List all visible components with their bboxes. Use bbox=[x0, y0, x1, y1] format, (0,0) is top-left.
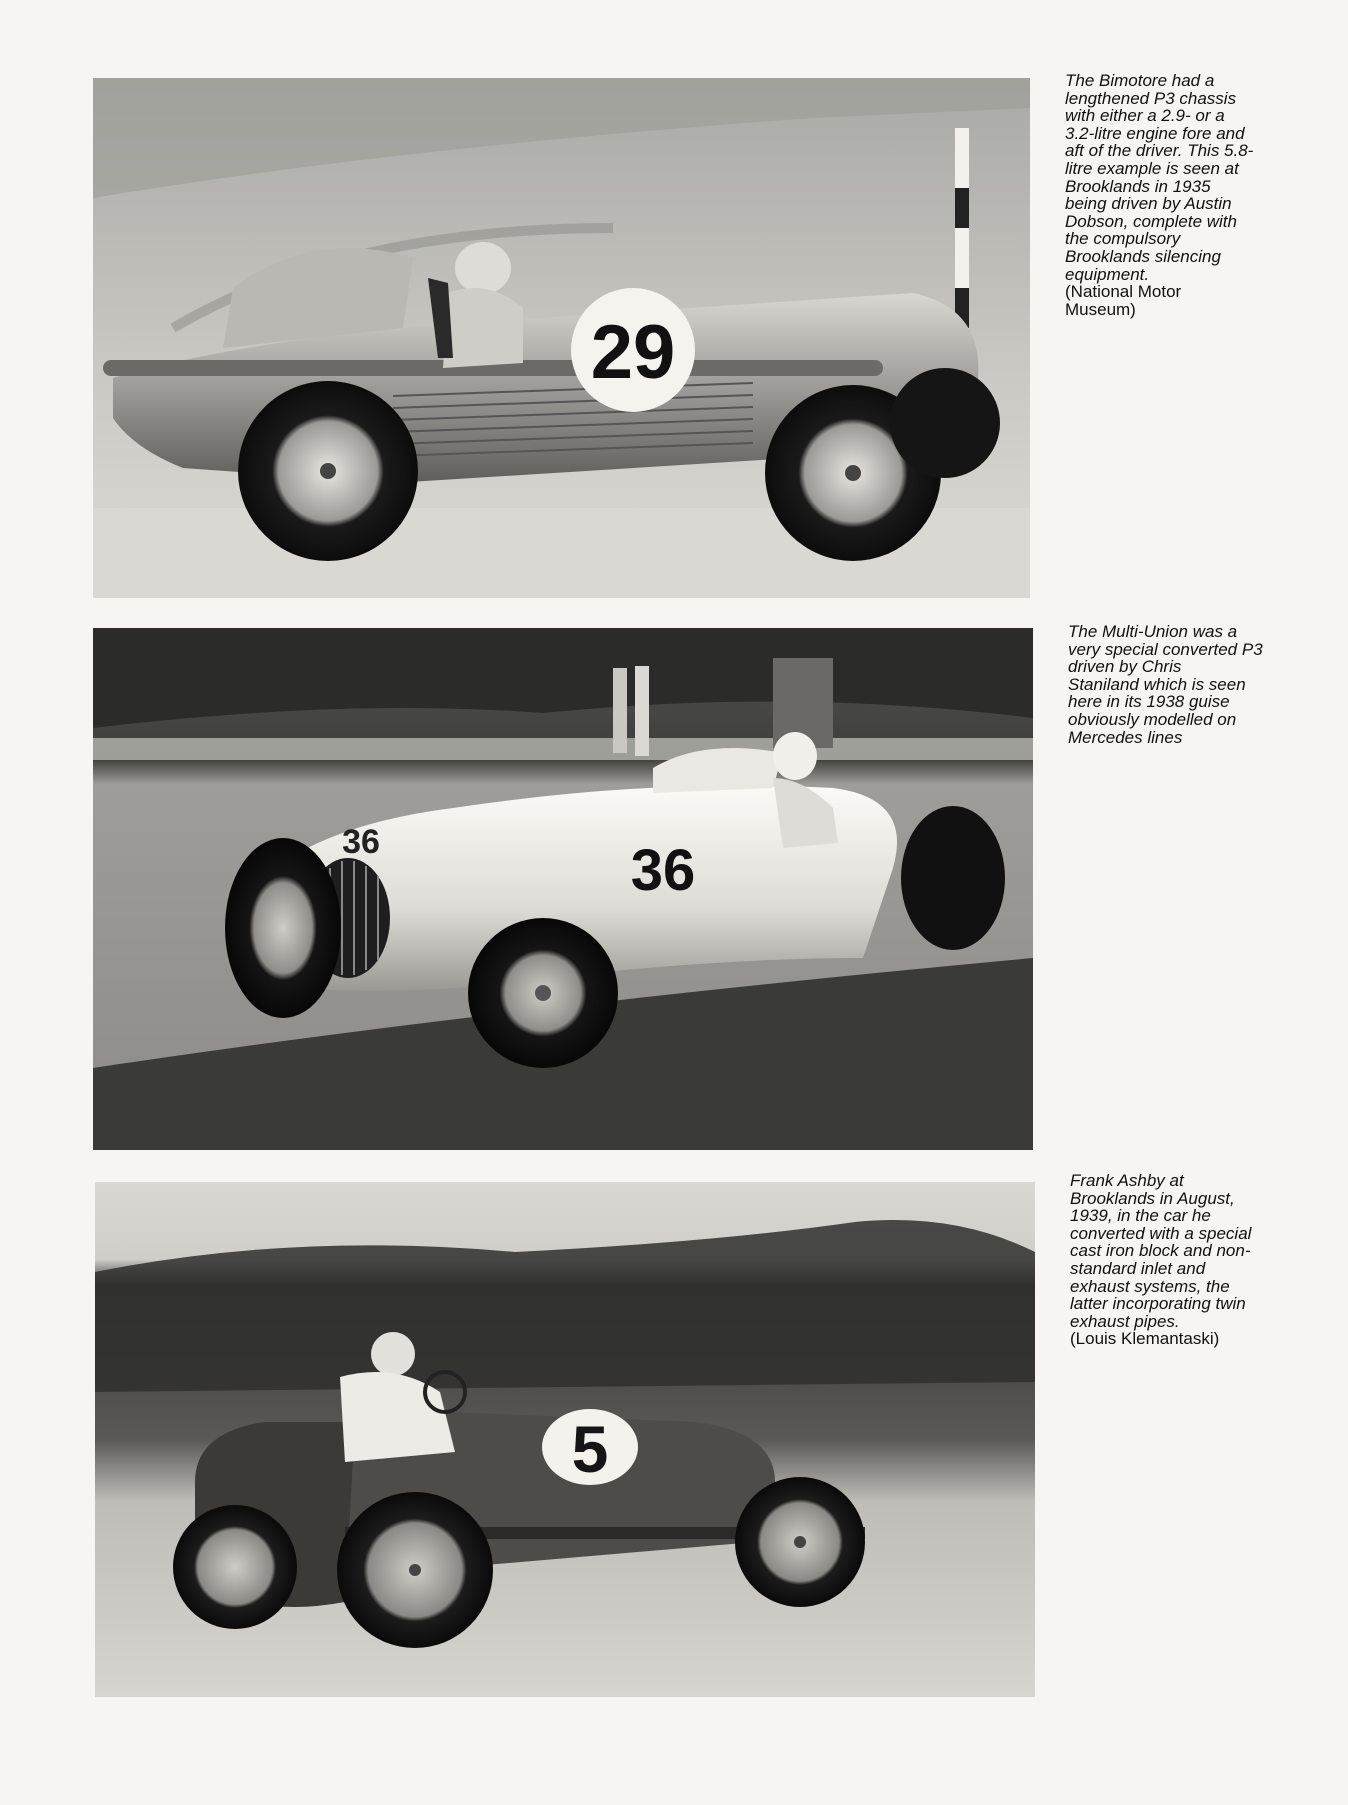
caption-line: Staniland which is seen bbox=[1068, 674, 1246, 694]
caption-line: being driven by Austin bbox=[1065, 194, 1232, 214]
caption-line: cast iron block and non- bbox=[1070, 1241, 1251, 1261]
caption-line: Frank Ashby at bbox=[1070, 1171, 1184, 1190]
caption-line: Brooklands silencing bbox=[1065, 246, 1221, 266]
photo-multi-union bbox=[93, 628, 1033, 1150]
caption-line: Mercedes lines bbox=[1068, 727, 1183, 747]
caption-line: The Bimotore had a bbox=[1065, 71, 1215, 90]
caption-line: equipment. bbox=[1065, 264, 1150, 284]
caption-line: standard inlet and bbox=[1070, 1258, 1206, 1278]
caption-line: obviously modelled on bbox=[1068, 709, 1237, 729]
race-number-36-nose: 36 bbox=[342, 823, 380, 861]
caption-line: the compulsory bbox=[1065, 229, 1181, 249]
caption-line: aft of the driver. This 5.8- bbox=[1065, 141, 1254, 161]
photo-bimotore bbox=[93, 78, 1030, 598]
race-number-29: 29 bbox=[590, 310, 676, 395]
caption-line: exhaust systems, the bbox=[1070, 1276, 1230, 1296]
photo-credit: Museum) bbox=[1065, 299, 1136, 319]
caption-line: The Multi-Union was a bbox=[1068, 622, 1238, 641]
caption-line: 3.2-litre engine fore and bbox=[1065, 123, 1245, 143]
caption-line: here in its 1938 guise bbox=[1068, 692, 1230, 712]
caption-line: driven by Chris bbox=[1068, 657, 1182, 677]
caption-line: Dobson, complete with bbox=[1065, 211, 1237, 231]
photo-credit: (National Motor bbox=[1065, 282, 1182, 302]
photo-ashby bbox=[95, 1182, 1035, 1697]
caption-line: very special converted P3 bbox=[1068, 639, 1263, 659]
caption-line: litre example is seen at bbox=[1065, 158, 1239, 178]
caption-multi-union bbox=[1068, 623, 1263, 746]
caption-line: with either a 2.9- or a bbox=[1065, 106, 1225, 126]
ashby-image bbox=[95, 1182, 1035, 1697]
race-number-36-side: 36 bbox=[630, 838, 696, 903]
bimotore-image bbox=[93, 78, 1030, 598]
caption-line: Brooklands in 1935 bbox=[1065, 176, 1211, 196]
caption-line: 1939, in the car he bbox=[1070, 1206, 1211, 1226]
multi-union-image bbox=[93, 628, 1033, 1150]
caption-line: Brooklands in August, bbox=[1070, 1188, 1235, 1208]
caption-ashby bbox=[1070, 1172, 1251, 1348]
caption-line: converted with a special bbox=[1070, 1223, 1252, 1243]
caption-line: latter incorporating twin bbox=[1070, 1294, 1246, 1314]
caption-line: exhaust pipes. bbox=[1070, 1311, 1180, 1331]
caption-bimotore bbox=[1065, 72, 1253, 318]
race-number-5: 5 bbox=[571, 1412, 609, 1486]
caption-line: lengthened P3 chassis bbox=[1065, 88, 1237, 108]
photo-credit: (Louis Klemantaski) bbox=[1070, 1329, 1220, 1349]
